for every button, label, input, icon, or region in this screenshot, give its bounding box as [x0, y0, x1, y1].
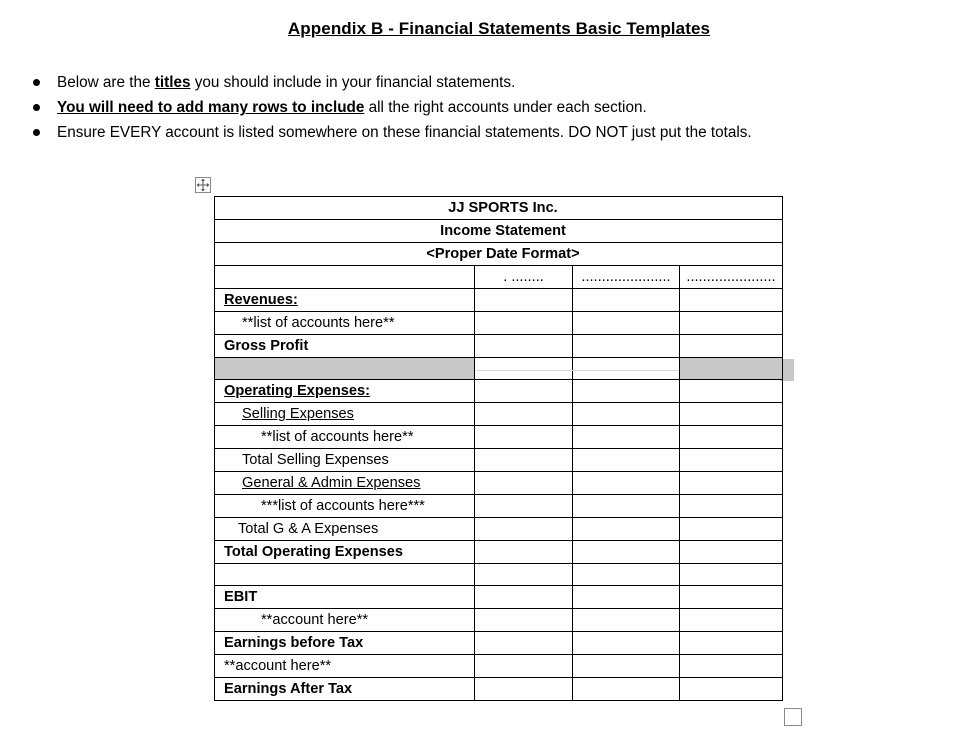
bullet-icon — [33, 104, 40, 111]
table-row — [215, 449, 783, 472]
table-row — [215, 380, 783, 403]
column-header[interactable]: ...................... — [680, 266, 783, 289]
table-row — [215, 586, 783, 609]
company-name[interactable]: JJ SPORTS Inc. — [215, 197, 783, 220]
table-row — [215, 335, 783, 358]
table-row — [215, 518, 783, 541]
row-label[interactable] — [215, 358, 475, 380]
instruction-list — [33, 70, 752, 145]
row-label[interactable]: Earnings After Tax — [215, 678, 475, 701]
row-label[interactable]: **list of accounts here** — [215, 426, 475, 449]
table-row — [215, 655, 783, 678]
row-label[interactable]: **account here** — [215, 655, 475, 678]
row-label[interactable]: **account here** — [215, 609, 475, 632]
table-row — [215, 564, 783, 586]
statement-title[interactable]: Income Statement — [215, 220, 783, 243]
table-cell[interactable] — [215, 266, 475, 289]
table-row — [215, 541, 783, 564]
row-label[interactable]: **list of accounts here** — [215, 312, 475, 335]
table-row — [215, 403, 783, 426]
row-label[interactable]: General & Admin Expenses — [215, 472, 475, 495]
statement-date[interactable]: <Proper Date Format> — [215, 243, 783, 266]
table-row — [215, 312, 783, 335]
table-row — [215, 472, 783, 495]
row-label[interactable]: Revenues: — [215, 289, 475, 312]
row-label[interactable]: Total G & A Expenses — [215, 518, 475, 541]
resize-table-icon[interactable] — [784, 708, 802, 726]
move-table-icon[interactable] — [195, 177, 211, 193]
table-row — [215, 632, 783, 655]
bullet-icon — [33, 129, 40, 136]
income-statement-table — [214, 196, 783, 701]
list-item: Ensure EVERY account is listed somewhere on these financial statements. DO NOT just put the totals. — [33, 120, 752, 145]
table-row — [215, 289, 783, 312]
row-label[interactable]: Total Selling Expenses — [215, 449, 475, 472]
bullet-icon — [33, 79, 40, 86]
column-header[interactable]: ...................... — [573, 266, 680, 289]
list-item: You will need to add many rows to include all the right accounts under each section. — [33, 95, 752, 120]
row-label[interactable]: Operating Expenses: — [215, 380, 475, 403]
table-row — [215, 358, 783, 380]
row-label[interactable]: Earnings before Tax — [215, 632, 475, 655]
list-item: Below are the titles you should include in your financial statements. — [33, 70, 752, 95]
row-label[interactable]: ***list of accounts here*** — [215, 495, 475, 518]
divider — [476, 370, 679, 371]
table-row — [215, 609, 783, 632]
table-row — [215, 495, 783, 518]
row-label[interactable]: Gross Profit — [215, 335, 475, 358]
row-label[interactable]: Total Operating Expenses — [215, 541, 475, 564]
row-label[interactable] — [215, 564, 475, 586]
column-header[interactable]: . ........ — [475, 266, 573, 289]
table-row — [215, 678, 783, 701]
page-title: Appendix B - Financial Statements Basic Templates — [287, 19, 711, 38]
row-label[interactable]: Selling Expenses — [215, 403, 475, 426]
table-row — [215, 426, 783, 449]
row-label[interactable]: EBIT — [215, 586, 475, 609]
